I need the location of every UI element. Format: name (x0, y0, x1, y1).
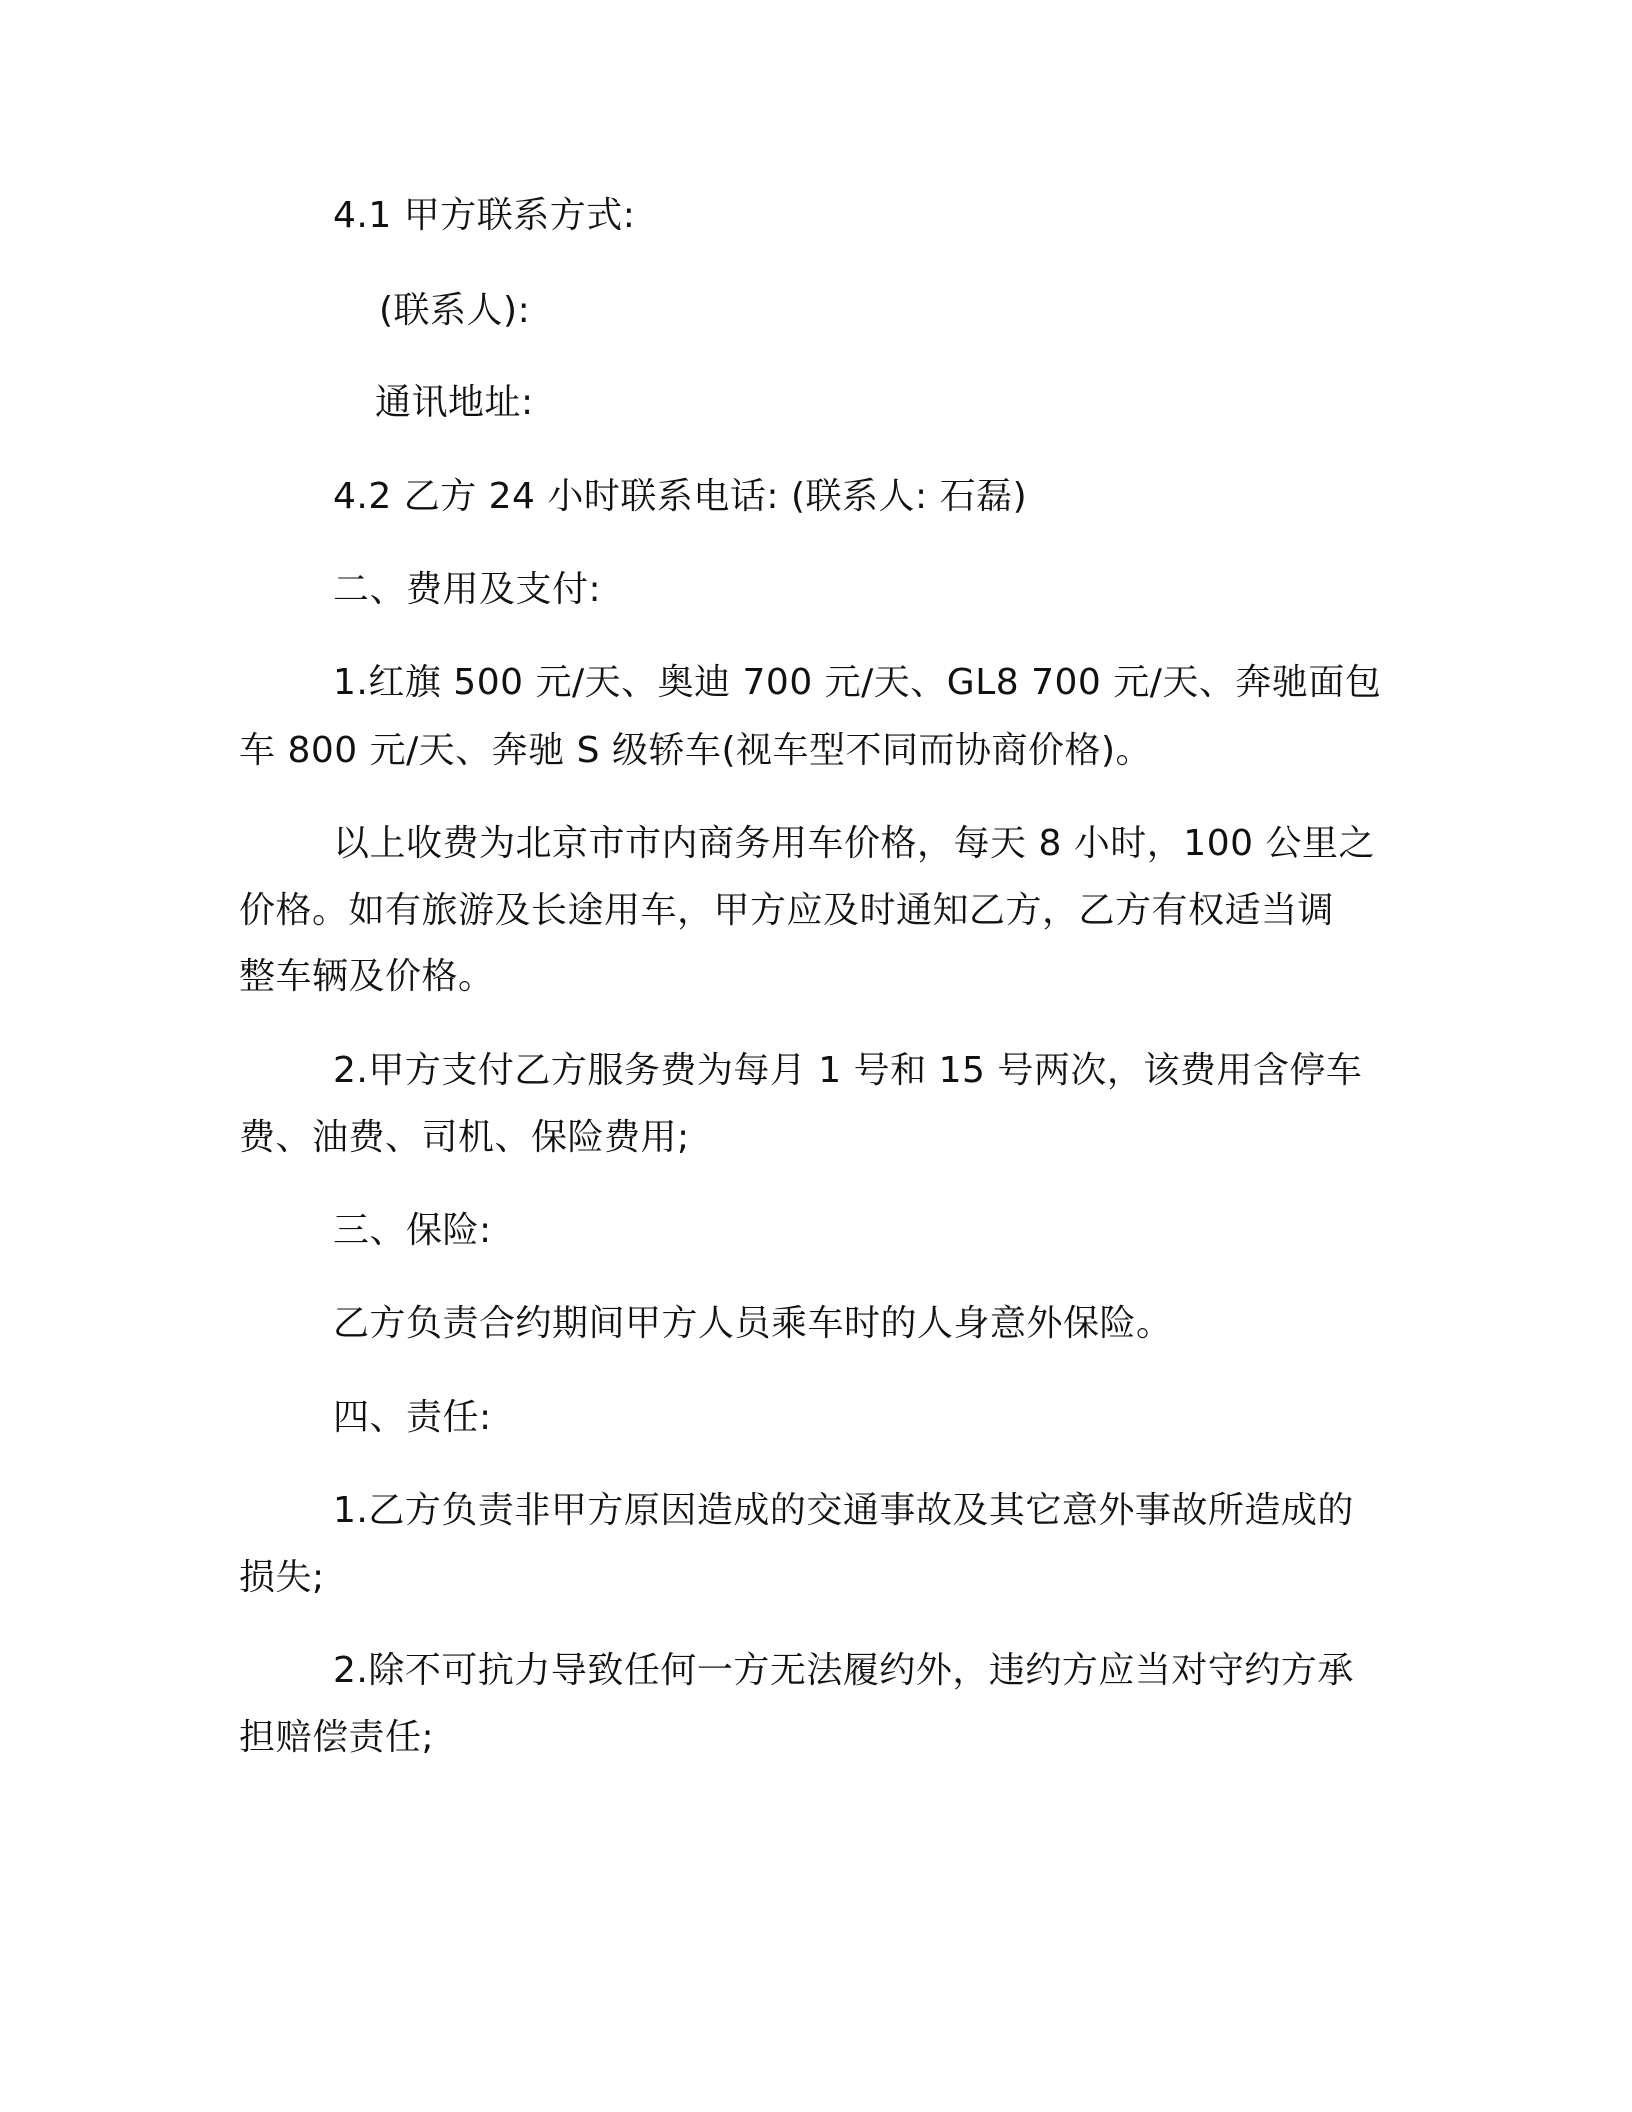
insurance-text: 乙方负责合约期间甲方人员乘车时的人身意外保险。 (333, 1303, 1173, 1344)
section-4-2-party-b-phone: 4.2 乙方 24 小时联系电话: (联系人: 石磊) (333, 476, 1028, 517)
fee-note-line-3: 整车辆及价格。 (239, 956, 495, 997)
mailing-address-label: 通讯地址: (375, 382, 534, 423)
responsibility-item-1-line-2: 损失; (239, 1557, 325, 1598)
fee-item-1-line-2: 车 800 元/天、奔驰 S 级轿车(视车型不同而协商价格)。 (239, 730, 1153, 771)
heading-insurance: 三、保险: (333, 1210, 492, 1251)
responsibility-item-1-line-1: 1.乙方负责非甲方原因造成的交通事故及其它意外事故所造成的 (333, 1490, 1354, 1531)
responsibility-item-2-line-2: 担赔偿责任; (239, 1717, 435, 1758)
heading-fees-and-payment: 二、费用及支付: (333, 569, 602, 610)
fee-item-2-line-2: 费、油费、司机、保险费用; (239, 1117, 690, 1158)
fee-item-1-line-1: 1.红旗 500 元/天、奥迪 700 元/天、GL8 700 元/天、奔驰面包 (333, 662, 1382, 703)
fee-note-line-1: 以上收费为北京市市内商务用车价格，每天 8 小时，100 公里之 (333, 823, 1375, 864)
responsibility-item-2-line-1: 2.除不可抗力导致任何一方无法履约外，违约方应当对守约方承 (333, 1650, 1354, 1691)
fee-note-line-2: 价格。如有旅游及长途用车，甲方应及时通知乙方，乙方有权适当调 (239, 890, 1335, 931)
heading-responsibility: 四、责任: (333, 1397, 492, 1438)
fee-item-2-line-1: 2.甲方支付乙方服务费为每月 1 号和 15 号两次，该费用含停车 (333, 1050, 1363, 1091)
contact-person-label: (联系人): (379, 290, 531, 331)
section-4-1-party-a-contact: 4.1 甲方联系方式: (333, 195, 636, 236)
